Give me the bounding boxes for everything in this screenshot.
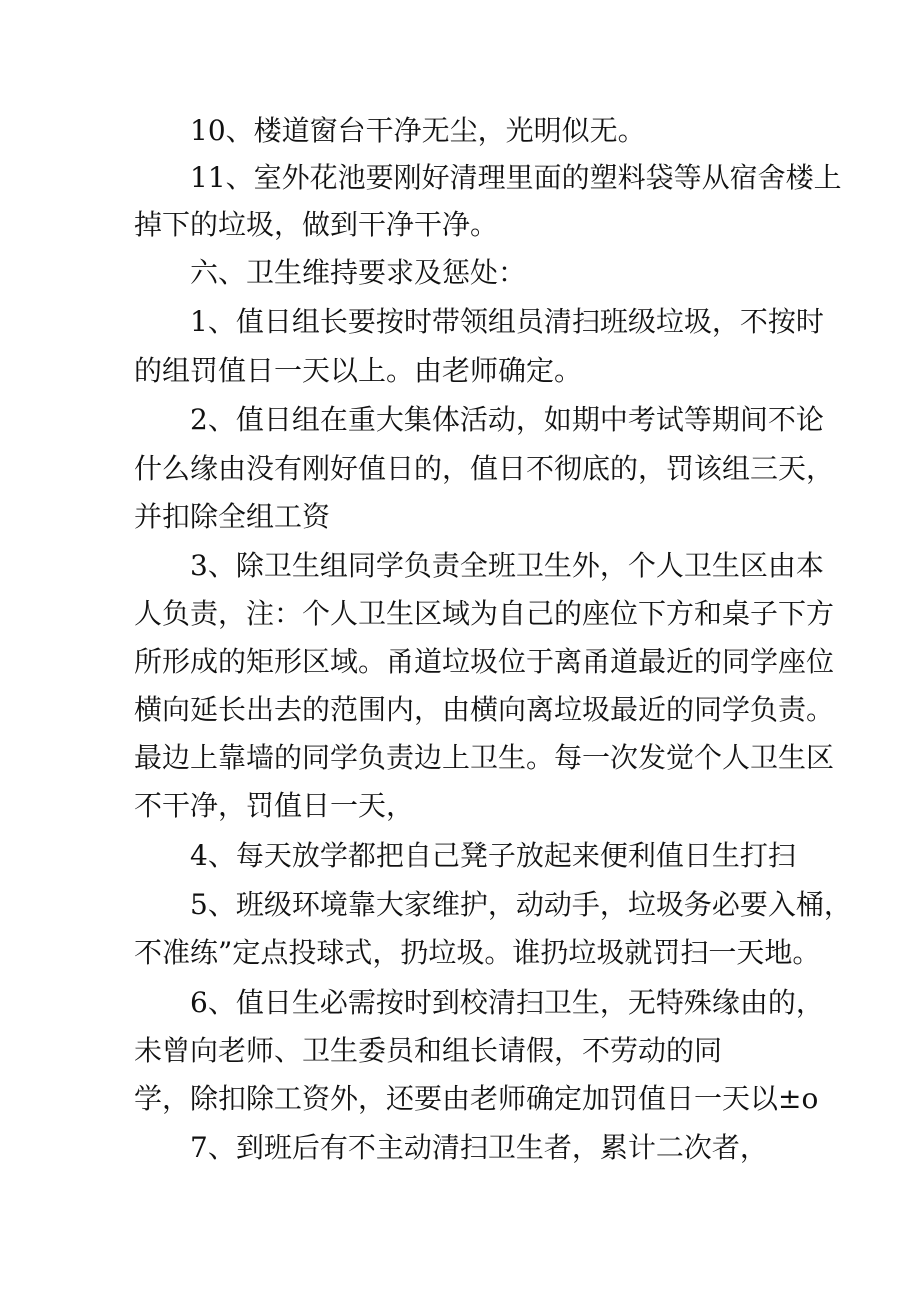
text-line-6-cont-a: 未曾向老师、卫生委员和组长请假，不劳动的同 <box>134 1034 723 1067</box>
text-line-10: 10、楼道窗台干净无尘，光明似无。 <box>190 114 646 147</box>
text-line-5: 5、班级环境靠大家维护，动动手，垃圾务必要入桶， <box>190 888 852 921</box>
text-line-6-cont-b: 学，除扣除工资外，还要由老师确定加罚值日一天以±o <box>134 1082 819 1115</box>
text-line-3-cont-c: 横向延长出去的范围内，由横向离垃圾最近的同学负责。 <box>134 693 835 726</box>
text-line-7: 7、到班后有不主动清扫卫生者，累计二次者， <box>190 1131 768 1164</box>
text-line-2: 2、值日组在重大集体活动，如期中考试等期间不论 <box>190 403 824 436</box>
text-line-3-cont-e: 不干净，罚值日一天， <box>134 789 415 822</box>
text-line-1-cont: 的组罚值日一天以上。由老师确定。 <box>134 354 583 387</box>
text-line-3: 3、除卫生组同学负责全班卫生外，个人卫生区由本 <box>190 549 824 582</box>
section-heading-six: 六、卫生维持要求及惩处： <box>190 256 527 289</box>
text-line-2-cont-a: 什么缘由没有刚好值日的，值日不彻底的，罚该组三天， <box>134 452 835 485</box>
text-line-6: 6、值日生必需按时到校清扫卫生，无特殊缘由的， <box>190 986 824 1019</box>
text-line-11-cont: 掉下的垃圾，做到干净干净。 <box>134 208 499 241</box>
text-line-4: 4、每天放学都把自己凳子放起来便利值日生打扫 <box>190 839 796 872</box>
text-line-3-cont-a: 人负责，注：个人卫生区域为自己的座位下方和桌子下方 <box>134 597 835 630</box>
text-line-2-cont-b: 并扣除全组工资 <box>134 500 331 533</box>
text-line-3-cont-b: 所形成的矩形区域。甬道垃圾位于离甬道最近的同学座位 <box>134 645 835 678</box>
text-line-5-cont: 不准练”定点投球式，扔垃圾。谁扔垃圾就罚扫一天地。 <box>134 936 821 969</box>
text-line-11: 11、室外花池要刚好清理里面的塑料袋等从宿舍楼上 <box>190 161 842 194</box>
text-line-1: 1、值日组长要按时带领组员清扫班级垃圾，不按时 <box>190 305 824 338</box>
text-line-3-cont-d: 最边上靠墙的同学负责边上卫生。每一次发觉个人卫生区 <box>134 741 835 774</box>
